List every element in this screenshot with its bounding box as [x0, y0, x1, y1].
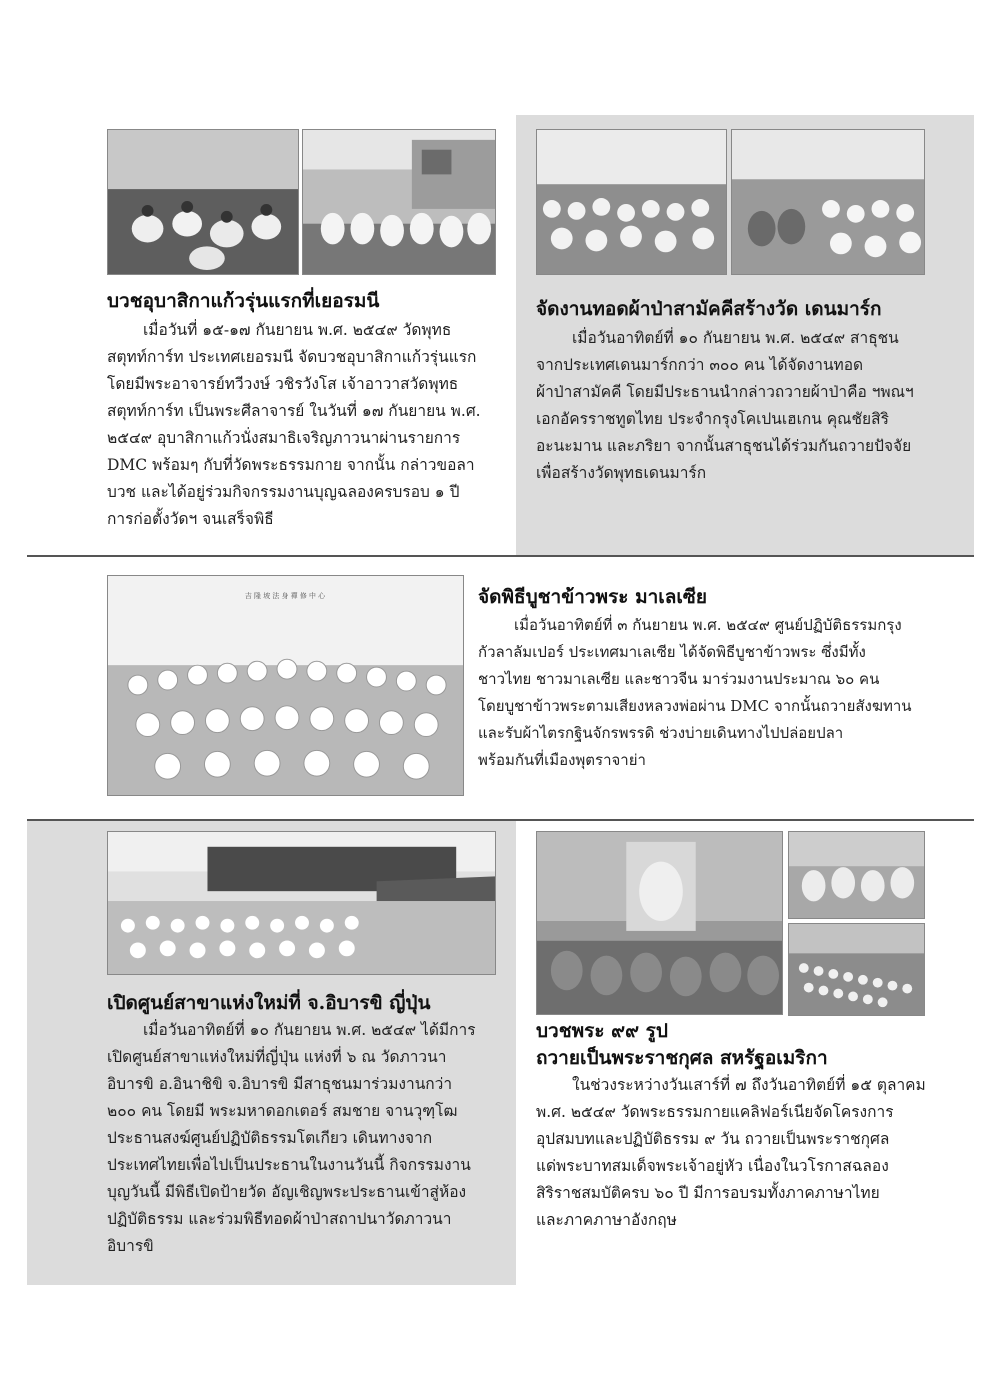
usa-photo-left — [536, 831, 783, 1015]
japan-photo — [107, 831, 496, 975]
usa-photo-bottom-right — [788, 923, 925, 1016]
body-line: โดยบูชาข้าวพระตามเสียงหลวงพ่อผ่าน DMC จากนั้นถวายสังฆทาน — [478, 697, 912, 715]
body-line: อะนะมาน และภริยา จากนั้นสาธุชนได้ร่วมกันถวายปัจจัย — [536, 437, 912, 455]
body-line: อุปสมบทและปฏิบัติธรรม ๙ วัน ถวายเป็นพระราชกุศล — [536, 1130, 890, 1148]
body-line: เมื่อวันอาทิตย์ที่ ๓ กันยายน พ.ศ. ๒๕๔๙ ศูนย์ปฏิบัติธรรมกรุง — [514, 616, 902, 634]
body-line: พ.ศ. ๒๕๔๙ วัดพระธรรมกายแคลิฟอร์เนียจัดโครงการ — [536, 1103, 894, 1121]
story-usa — [536, 1018, 928, 1234]
body-line: การก่อตั้งวัดฯ จนเสร็จพิธี — [107, 510, 274, 528]
story-malaysia-title: จัดพิธีบูชาข้าวพระ มาเลเซีย — [478, 586, 707, 608]
divider-middle — [27, 819, 974, 821]
body-line: เปิดศูนย์สาขาแห่งใหม่ที่ญี่ปุ่น แห่งที่ ๖ ณ วัดภาวนา — [107, 1048, 447, 1066]
body-line: ปฏิบัติธรรม และร่วมพิธีทอดผ้าป่าสถาปนาวัดภาวนา — [107, 1210, 452, 1228]
body-line: และภาคภาษาอังกฤษ — [536, 1211, 677, 1229]
body-line: เมื่อวันที่ ๑๕-๑๗ กันยายน พ.ศ. ๒๕๔๙ วัดพุทธ — [143, 321, 452, 339]
usa-photo-top-right — [788, 831, 925, 919]
story-germany-title: บวชอุบาสิกาแก้วรุ่นแรกที่เยอรมนี — [107, 290, 380, 312]
body-line: กัวลาลัมเปอร์ ประเทศมาเลเซีย ได้จัดพิธีบูชาข้าวพระ ซึ่งมีทั้ง — [478, 643, 866, 661]
body-line: อิบารขิ — [107, 1237, 154, 1255]
story-usa-title-line1: บวชพระ ๙๙ รูป — [536, 1020, 668, 1042]
story-japan-body — [107, 1017, 499, 1260]
body-line: โดยมีพระอาจารย์ทวีวงษ์ วชิรวังโส เจ้าอาวาสวัดพุทธ — [107, 375, 459, 393]
body-line: เพื่อสร้างวัดพุทธเดนมาร์ก — [536, 464, 707, 482]
malaysia-photo — [107, 575, 464, 796]
denmark-photo-left — [536, 129, 727, 275]
body-line: เมื่อวันอาทิตย์ที่ ๑๐ กันยายน พ.ศ. ๒๕๔๙ สาธุชน — [572, 329, 899, 347]
body-line: อิบารขิ อ.อินาชิขิ จ.อิบารขิ มีสาธุชนมาร่วมงานกว่า — [107, 1075, 453, 1093]
body-line: ผ้าป่าสามัคคี โดยมีประธานนำกล่าวถวายผ้าป่าคือ ฯพณฯ — [536, 383, 914, 401]
story-denmark-title: จัดงานทอดผ้าป่าสามัคคีสร้างวัด เดนมาร์ก — [536, 298, 882, 320]
story-japan-title: เปิดศูนย์สาขาแห่งใหม่ที่ จ.อิบารขิ ญี่ปุ่น — [107, 992, 431, 1014]
body-line: ประธานสงฆ์ศูนย์ปฏิบัติธรรมโตเกียว เดินทางจาก — [107, 1129, 433, 1147]
germany-photo-right — [302, 129, 496, 275]
body-line: เมื่อวันอาทิตย์ที่ ๑๐ กันยายน พ.ศ. ๒๕๔๙ ได้มีการ — [143, 1021, 476, 1039]
body-line: จากประเทศเดนมาร์กกว่า ๓๐๐ คน ได้จัดงานทอด — [536, 356, 864, 374]
body-line: ในช่วงระหว่างวันเสาร์ที่ ๗ ถึงวันอาทิตย์ที่ ๑๕ ตุลาคม — [572, 1076, 926, 1094]
story-germany-body — [107, 317, 499, 533]
divider-top — [27, 555, 974, 557]
body-line: และรับผ้าไตรกฐินจักรพรรดิ ช่วงบ่ายเดินทางไปปล่อยปลา — [478, 724, 844, 742]
body-line: DMC พร้อมๆ กับที่วัดพระธรรมกาย จากนั้น กล่าวขอลา — [107, 456, 475, 474]
body-line: ประเทศไทยเพื่อไปเป็นประธานในงานวันนี้ กิจกรรมงาน — [107, 1156, 471, 1174]
story-malaysia — [478, 584, 930, 774]
denmark-photo-right — [731, 129, 925, 275]
story-denmark — [536, 296, 928, 487]
body-line: ชาวไทย ชาวมาเลเซีย และชาวจีน มาร่วมงานประมาณ ๖๐ คน — [478, 670, 880, 688]
story-germany — [107, 288, 499, 533]
germany-photo-left — [107, 129, 299, 275]
body-line: พร้อมกันที่เมืองพุตราจาย่า — [478, 751, 646, 769]
story-denmark-body — [536, 325, 928, 487]
body-line: ๒๐๐ คน โดยมี พระมหาดอกเตอร์ สมชาย จานวุฑฺโฒ — [107, 1102, 458, 1120]
body-line: เอกอัครราชทูตไทย ประจำกรุงโคเปนเฮเกน คุณชัยสิริ — [536, 410, 889, 428]
story-japan — [107, 990, 499, 1260]
body-line: สิริราชสมบัติครบ ๖๐ ปี มีการอบรมทั้งภาคภาษาไทย — [536, 1184, 880, 1202]
body-line: บวช และได้อยู่ร่วมกิจกรรมงานบุญฉลองครบรอบ ๑ ปี — [107, 483, 460, 501]
body-line: แด่พระบาทสมเด็จพระเจ้าอยู่หัว เนื่องในวโรกาสฉลอง — [536, 1157, 889, 1175]
body-line: สตุทท์การ์ท เป็นพระศีลาจารย์ ในวันที่ ๑๗ กันยายน พ.ศ. — [107, 402, 481, 420]
story-malaysia-body — [478, 612, 930, 774]
body-line: บุญวันนี้ มีพิธีเปิดป้ายวัด อัญเชิญพระประธานเข้าสู่ห้อง — [107, 1183, 467, 1201]
body-line: ๒๕๔๙ อุบาสิกาแก้วนั่งสมาธิเจริญภาวนาผ่านรายการ — [107, 429, 461, 447]
story-usa-title-line2: ถวายเป็นพระราชกุศล สหรัฐอเมริกา — [536, 1047, 828, 1069]
malaysia-sign-text: 吉 隆 坡 法 身 禪 修 中 心 — [244, 591, 326, 600]
story-usa-body — [536, 1072, 928, 1234]
body-line: สตุทท์การ์ท ประเทศเยอรมนี จัดบวชอุบาสิกาแก้วรุ่นแรก — [107, 348, 477, 366]
